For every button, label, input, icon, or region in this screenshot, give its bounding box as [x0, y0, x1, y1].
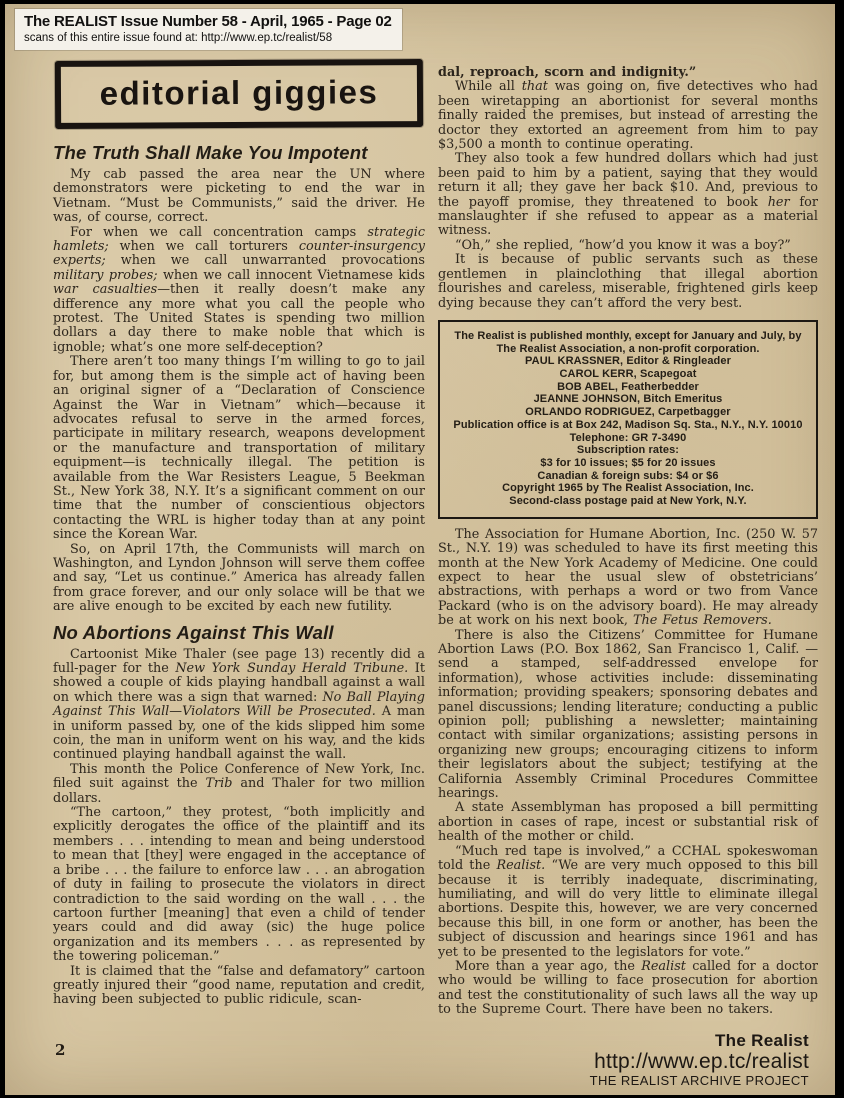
paragraph — [53, 965, 425, 1008]
info-box-line: ORLANDO RODRIGUEZ, Carpetbagger — [525, 406, 731, 419]
info-box-line: The Realist is published monthly, except for January and July, by — [454, 329, 802, 342]
paragraph — [438, 629, 818, 802]
scan-header-url: scans of this entire issue found at: http://www.ep.tc/realist/58 — [24, 32, 333, 44]
text-segment: strategic hamlets; — [53, 224, 425, 255]
paragraph — [438, 80, 818, 152]
text-segment: More than a year ago, the — [455, 958, 642, 974]
info-box-line: Telephone: GR 7-3490 — [569, 431, 687, 444]
masthead-title-box — [55, 59, 423, 129]
archive-footer — [590, 1032, 809, 1088]
paragraph — [438, 960, 818, 1018]
text-segment: was going on, five detectives who had been wiretapping an abortionist for several months finally raided the premises, but instead of arresting the doctor they extorted an agreement from him to pay $3,500 a month to continue operating. — [438, 79, 818, 153]
text-segment: No Ball Playing Against This Wall—Violators Will be Prosecuted. — [53, 689, 425, 720]
text-segment: So, on April 17th, the Communists will march on Washington, and Lyndon Johnson will serve them coffee and say, “Let us continue.” America has already fallen from grace forever, and our only solace will be that we are alive enough to be excited by each new futility. — [53, 541, 425, 615]
paragraph — [438, 801, 818, 844]
text-segment: There aren’t too many things I’m willing to go to jail for, but among them is the simple act of having been an original signer of a “Declaration of Conscience Against the War in Vietnam” which—because it advocates refusal to serve in the armed forces, participate in military research, weapons development or the manufacture and transportation of military equipment—is technically illegal. The petition is available from the War Resisters League, 5 Beekman St., New York 38, N.Y. It’s a significant comment on our time that the number of conscientious objectors contacting the WRL is higher today than at any point since the Korean War. — [53, 354, 425, 543]
section-truth-paragraphs — [53, 168, 425, 615]
info-box-line: The Realist Association, a non-profit corporation. — [496, 342, 760, 355]
publication-info-box — [438, 320, 818, 519]
text-segment: My cab passed the area near the UN where demonstrators were picketing to end the war in Vietnam. “Must be Communists,” said the driver. He was, of course, correct. — [53, 167, 425, 226]
info-box-line: PAUL KRASSNER, Editor & Ringleader — [525, 355, 731, 368]
text-segment: —then it really doesn’t make any difference any more what you call the people who protest. The United States is spending two million dollars a day there to make noble that which is ignoble; what’s one more self-deception? — [53, 282, 425, 355]
text-segment: It is claimed that the “false and defamatory” cartoon greatly injured their “good name, reputation and credit, having been subjected to public ridicule, scan- — [53, 963, 425, 1008]
text-segment: “The cartoon,” they protest, “both implicitly and explicitly derogates the office of the plaintiff and its members . . . intending to mean and being understood to mean that [they] were engaged in the acceptance of a bribe . . . the failure to enforce law . . . an abrogation of duty in failing to prosecute the violators in direct contradiction to the said wording on the wall . . . the cartoon further [meaning] that even a child of tender years could and did away (sic) the huge police organization and its members . . . as represented by the towering policeman.” — [53, 805, 425, 965]
paragraph — [53, 648, 425, 763]
text-segment: dal, reproach, scorn and indignity.” — [438, 65, 697, 80]
info-box-line: Second-class postage paid at New York, N.Y. — [509, 495, 747, 508]
text-segment: A man in uniform passed by, one of the kids slipped him some coin, the man in uniform went on his way, and the kids continued playing handball against the wall. — [53, 704, 425, 763]
text-segment: While all — [455, 79, 522, 95]
footer-title: The Realist — [715, 1031, 809, 1050]
paragraph — [53, 806, 425, 964]
text-segment: counter-insurgency experts; — [53, 239, 425, 269]
text-segment: It showed a couple of kids playing handball against a wall on which there was a sign that warned: — [53, 661, 425, 705]
right-column — [438, 4, 818, 1095]
paragraph — [53, 168, 425, 226]
page-number: 2 — [55, 1041, 66, 1059]
info-box-line: BOB ABEL, Featherbedder — [557, 380, 699, 393]
paragraph — [438, 528, 818, 629]
info-box-line: Canadian & foreign subs: $4 or $6 — [537, 469, 719, 482]
text-segment: her — [767, 194, 790, 210]
text-segment: that — [521, 79, 548, 95]
text-segment: when we call unwarranted provocations — [105, 253, 425, 269]
text-segment: For when we call concentration camps — [70, 224, 368, 240]
info-box-line: CAROL KERR, Scapegoat — [559, 368, 697, 381]
text-segment: Realist — [641, 958, 686, 974]
text-segment: It is because of public servants such as these gentlemen in plainclothing that illegal abortion flourishes and careless, miserable, frightened girls keep dying because they can’t afford the very best. — [438, 252, 818, 311]
scan-header-title: The REALIST Issue Number 58 - April, 1965 - Page 02 — [24, 13, 392, 30]
text-segment: This month the Police Conference of New York, Inc. filed suit against the — [53, 761, 425, 792]
text-segment: when we call innocent Vietnamese kids — [157, 267, 425, 283]
paragraph — [438, 845, 818, 960]
info-box-line: Publication office is at Box 242, Madison Sq. Sta., N.Y., N.Y. 10010 — [453, 418, 803, 431]
text-segment: The Fetus Removers. — [633, 613, 772, 629]
masthead-title: editorial giggies — [99, 73, 379, 112]
text-segment: Trib — [205, 776, 233, 792]
right-column-bottom-paragraphs — [438, 528, 818, 1018]
section-heading-abortions: No Abortions Against This Wall — [53, 621, 334, 643]
paragraph — [438, 239, 818, 253]
text-segment: Realist. — [496, 858, 546, 874]
paper-background — [5, 4, 835, 1095]
info-box-line: $3 for 10 issues; $5 for 20 issues — [540, 456, 716, 469]
text-segment: A state Assemblyman has proposed a bill permitting abortion in cases of rape, incest or substantial risk of health of the mother or child. — [438, 800, 818, 845]
text-segment: Cartoonist Mike Thaler (see page 13) recently did a full-pager for the — [53, 646, 425, 676]
scan-header-label — [15, 9, 402, 50]
paragraph — [53, 355, 425, 542]
text-segment: They also took a few hundred dollars which had just been paid to him by a patient, saying that they would return it all; they gave her back $10. And, previous to the payoff promise, they threatened to book — [438, 151, 818, 210]
footer-project: THE REALIST ARCHIVE PROJECT — [589, 1073, 809, 1088]
text-segment: and Thaler for two million dollars. — [53, 776, 425, 806]
text-segment: military probes; — [53, 267, 158, 283]
footer-url: http://www.ep.tc/realist — [594, 1050, 809, 1073]
text-segment: “Much red tape is involved,” a CCHAL spokeswoman told the — [438, 843, 818, 874]
text-segment: “We are very much opposed to this bill because it is terribly inadequate, discriminating, humiliating, and will do very little to eliminate illegal abortions. Despite this, however, we are very concerned because this bill, in one form or another, has been the subject of discussion and hearings since 1961 and has yet to be presented to the legislators for vote.” — [438, 858, 818, 960]
paragraph — [53, 543, 425, 615]
paragraph — [53, 763, 425, 806]
text-segment: war casualties — [53, 282, 158, 298]
text-segment: for manslaughter if she refused to appear as a material witness. — [438, 194, 818, 239]
text-segment: when we call torturers — [108, 239, 299, 255]
text-segment: There is also the Citizens’ Committee for Humane Abortion Laws (P.O. Box 1862, San Francisco 1, Calif. —send a stamped, self-addressed envelope for information), whose activities include: disseminating information; providing speakers; sponsoring debates and panel discussions; lending literature; conducting a public opinion poll; publishing a newsletter; maintaining contact with similar organizations; assisting persons in organizing new groups; encouraging citizens to inform their legislators about the subject; testifying at the California Assembly Criminal Procedures Committee hearings. — [438, 627, 818, 802]
text-segment: “Oh,” she replied, “how’d you know it was a boy?” — [455, 237, 791, 253]
paragraph — [438, 66, 818, 80]
paragraph — [438, 152, 818, 238]
text-segment: New York Sunday Herald Tribune. — [175, 661, 409, 676]
info-box-line: Copyright 1965 by The Realist Association, Inc. — [502, 482, 754, 495]
left-column — [53, 4, 425, 1095]
section-heading-truth: The Truth Shall Make You Impotent — [53, 142, 368, 163]
paragraph — [438, 253, 818, 311]
paragraph — [53, 226, 425, 356]
article-columns — [53, 4, 818, 1095]
info-box-line: JEANNE JOHNSON, Bitch Emeritus — [533, 393, 723, 406]
text-segment: called for a doctor who would be willing to face prosecution for abortion and test the constitutionality of such laws all the way up to the Supreme Court. There have been no takers. — [438, 958, 819, 1018]
info-box-line: Subscription rates: — [576, 444, 680, 457]
right-column-top-paragraphs — [438, 66, 818, 311]
text-segment: The Association for Humane Abortion, Inc. (250 W. 57 St., N.Y. 19) was scheduled to have its first meeting this month at the New York Academy of Medicine. One could expect to hear the usual slew of obstetricians’ abstractions, with perhaps a word or two from Vance Packard (who is on the advisory board). He may already be at work on his next book, — [438, 526, 818, 629]
section-abortions-paragraphs — [53, 648, 425, 1008]
